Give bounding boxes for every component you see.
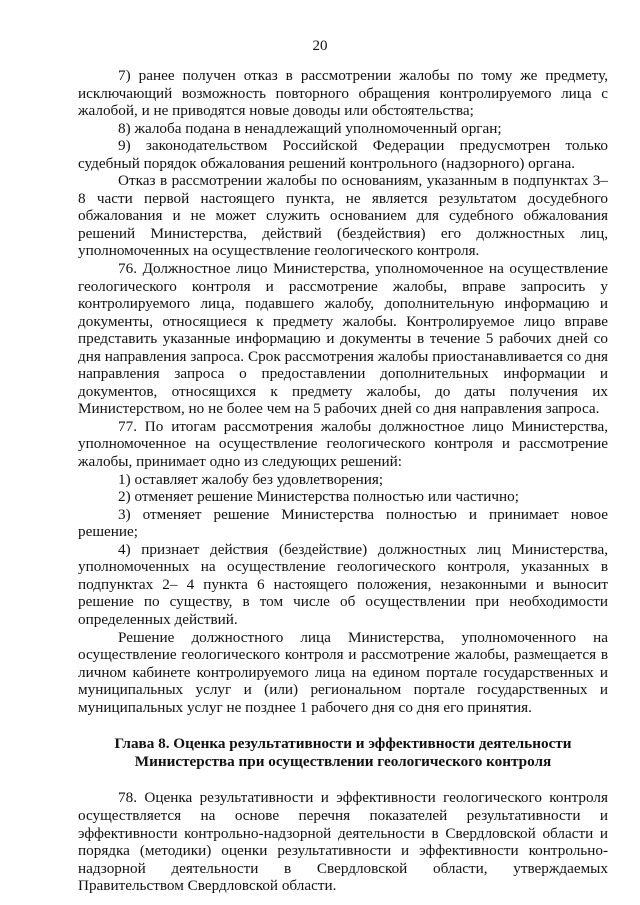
document-body [78,67,608,895]
decision-item-1: 1) оставляет жалобу без удовлетворения; [118,470,384,488]
chapter-heading [78,735,608,770]
paragraph-item-8: 8) жалоба подана в ненадлежащий уполномоченный орган; [118,119,502,137]
decision-item-4: 4) признает действия (бездействие) должностных лиц Министерства, уполномоченных на осуществление геологического контроля, указанных в подпунктах 2– 4 пункта 6 настоящего положения, незаконными и выносит решение по существу, в том числе об осуществлении при необходимости определенных действий. [78,540,608,628]
decision-item-2: 2) отменяет решение Министерства полностью или частично; [118,488,519,506]
paragraph-refusal-note: Отказ в рассмотрении жалобы по основаниям, указанным в подпунктах 3–8 части первой настоящего пункта, не является результатом досудебного обжалования и не может служить основанием для судебного обжалования решений Министерства, действий (бездействия) его должностных лиц, уполномоченных на осуществление геологического контроля. [78,172,608,260]
paragraph-item-9: 9) законодательством Российской Федерации предусмотрен только судебный порядок обжалования решений контрольного (надзорного) органа. [78,137,608,172]
page-number: 20 [312,38,328,54]
paragraph-78: 78. Оценка результативности и эффективности геологического контроля осуществляется на основе перечня показателей результативности и эффективности контрольно-надзорной деятельности в Свердловской области и порядка (методики) оценки результативности и эффективности контрольно-надзорной деятельности в Свердловской области, утверждаемых Правительством Свердловской области. [78,789,608,895]
decision-item-3: 3) отменяет решение Министерства полностью и принимает новое решение; [78,505,608,541]
chapter-heading-line-2: Министерства при осуществлении геологического контроля [134,752,552,770]
paragraph-76: 76. Должностное лицо Министерства, уполномоченное на осуществление геологического контроля и рассмотрение жалобы, вправе запросить у контролируемого лица, подавшего жалобу, дополнительную информацию и документы, относящиеся к предмету жалобы. Контролируемое лицо вправе представить указанные информацию и документы в течение 5 рабочих дней со дня направления запроса. Срок рассмотрения жалобы приостанавливается со дня направления запроса о предоставлении дополнительных информации и документов, относящихся к предмету жалобы, до даты получения их Министерством, но не более чем на 5 рабочих дней со дня направления запроса. [78,260,608,418]
chapter-heading-line-1: Глава 8. Оценка результативности и эффективности деятельности [114,735,572,753]
paragraph-decision-publication: Решение должностного лица Министерства, уполномоченного на осуществление геологического контроля и рассмотрение жалобы, размещается в личном кабинете контролируемого лица на едином портале государственных и муниципальных услуг и (или) региональном портале государственных и муниципальных услуг не позднее 1 рабочего дня со дня его принятия. [78,628,608,716]
paragraph-item-7: 7) ранее получен отказ в рассмотрении жалобы по тому же предмету, исключающий возможность повторного обращения контролируемого лица с жалобой, и не приводятся новые доводы или обстоятельства; [78,67,608,120]
paragraph-77: 77. По итогам рассмотрения жалобы должностное лицо Министерства, уполномоченное на осуществление геологического контроля и рассмотрение жалобы, принимает одно из следующих решений: [78,417,608,471]
